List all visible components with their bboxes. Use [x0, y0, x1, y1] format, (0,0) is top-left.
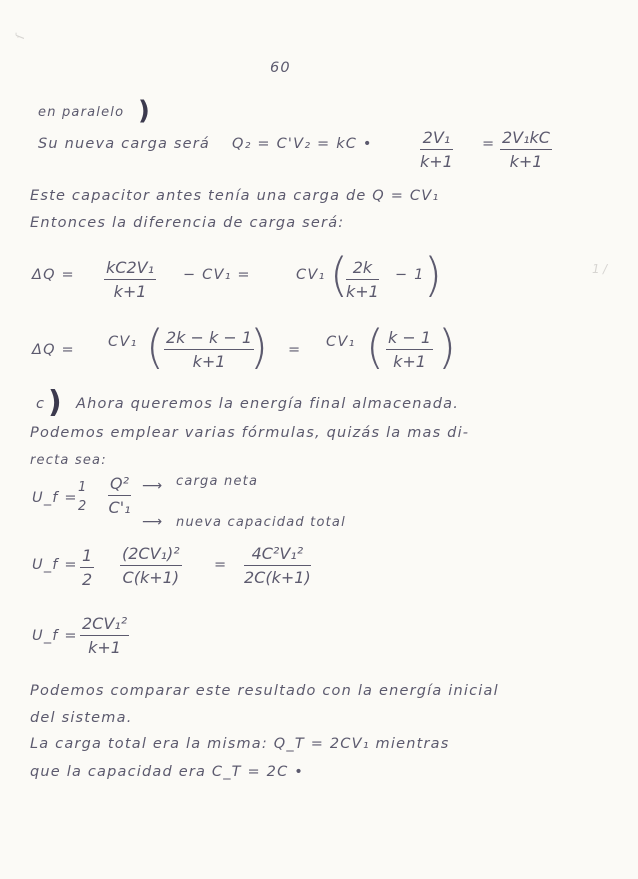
right-paren: )	[424, 248, 442, 302]
pencil-mark: ſ	[12, 33, 28, 41]
q2-result-fraction: $\frac{\text{2V₁kC}}{k+1}$	[502, 128, 550, 171]
capacidad-text: que la capacidad era C_T = 2C •	[30, 764, 304, 780]
left-paren: (	[146, 320, 164, 374]
section-c-label: c	[36, 396, 46, 412]
recta-text: recta sea:	[30, 453, 107, 468]
uf3-lhs: U_f =	[32, 628, 78, 644]
uf2-lhs: U_f =	[32, 557, 78, 573]
right-paren: )	[438, 320, 456, 374]
comparar-text: Podemos comparar este resultado con la energía inicial	[30, 683, 499, 699]
q2-equation: Q₂ = C'V₂ = kC •	[232, 136, 373, 152]
left-paren: (	[366, 320, 384, 374]
dq2-equals: =	[288, 342, 302, 358]
carga-total-text: La carga total era la misma: Q_T = 2CV₁ mientras	[30, 736, 450, 752]
nueva-capacidad-label: nueva capacidad total	[176, 515, 346, 530]
arrow-icon: ⟶	[142, 514, 163, 530]
uf1-q-fraction: $\frac{\text{Q²}}{\text{C'₁}}$	[108, 474, 131, 517]
uf2-right-fraction: $\frac{\text{4C²V₁²}}{2C(k+1)}$	[244, 544, 311, 587]
del-sistema-text: del sistema.	[30, 710, 133, 726]
dq2-fraction: $\frac{2k - k - 1}{k+1}$	[166, 328, 253, 371]
page-number: 60	[270, 60, 291, 76]
bracket-mark: )	[138, 96, 150, 126]
podemos-emplear-text: Podemos emplear varias fórmulas, quizás la mas di-	[30, 425, 470, 441]
dq1-minus-one: − 1	[395, 267, 425, 283]
uf3-fraction: $\frac{\text{2CV₁²}}{k+1}$	[82, 614, 128, 657]
entonces-text: Entonces la diferencia de carga será:	[30, 215, 345, 231]
dq2-lhs: ΔQ =	[32, 342, 75, 358]
este-capacitor-text: Este capacitor antes tenía una carga de Q = CV₁	[30, 188, 440, 204]
uf1-lhs: U_f =	[32, 490, 78, 506]
ahora-text: Ahora queremos la energía final almacenada.	[76, 396, 460, 412]
dq1-middle: − CV₁ =	[183, 267, 251, 283]
arrow-icon: ⟶	[142, 478, 163, 494]
pencil-mark: /	[603, 262, 608, 276]
uf1-half: 1 2	[78, 480, 87, 514]
q2-equals: =	[482, 136, 496, 152]
section-c-bracket: )	[48, 385, 62, 420]
dq1-fraction: $\frac{\text{kC2V₁}}{k+1}$	[106, 258, 154, 301]
q2-fraction: $\frac{\text{2V₁}}{k+1}$	[420, 128, 453, 171]
dq2-cv-right: CV₁	[326, 334, 356, 350]
carga-neta-label: carga neta	[176, 474, 259, 489]
uf2-fraction: $\frac{\text{(2CV₁)²}}{C(k+1)}$	[122, 544, 180, 587]
uf2-equals: =	[214, 557, 228, 573]
dq1-cv: CV₁	[296, 267, 326, 283]
dq1-lhs: ΔQ =	[32, 267, 75, 283]
dq2-right-fraction: $\frac{k - 1}{k+1}$	[388, 328, 432, 371]
nueva-carga-text: Su nueva carga será	[38, 136, 211, 152]
right-paren: )	[250, 320, 268, 374]
left-paren: (	[330, 248, 348, 302]
dq2-cv: CV₁	[108, 334, 138, 350]
dq1-inner-fraction: $\frac{2k}{k+1}$	[346, 258, 379, 301]
pencil-mark: 1	[592, 262, 600, 276]
uf2-half: $\frac{1}{2}$	[82, 546, 93, 589]
paralelo-text: en paralelo	[38, 105, 125, 120]
